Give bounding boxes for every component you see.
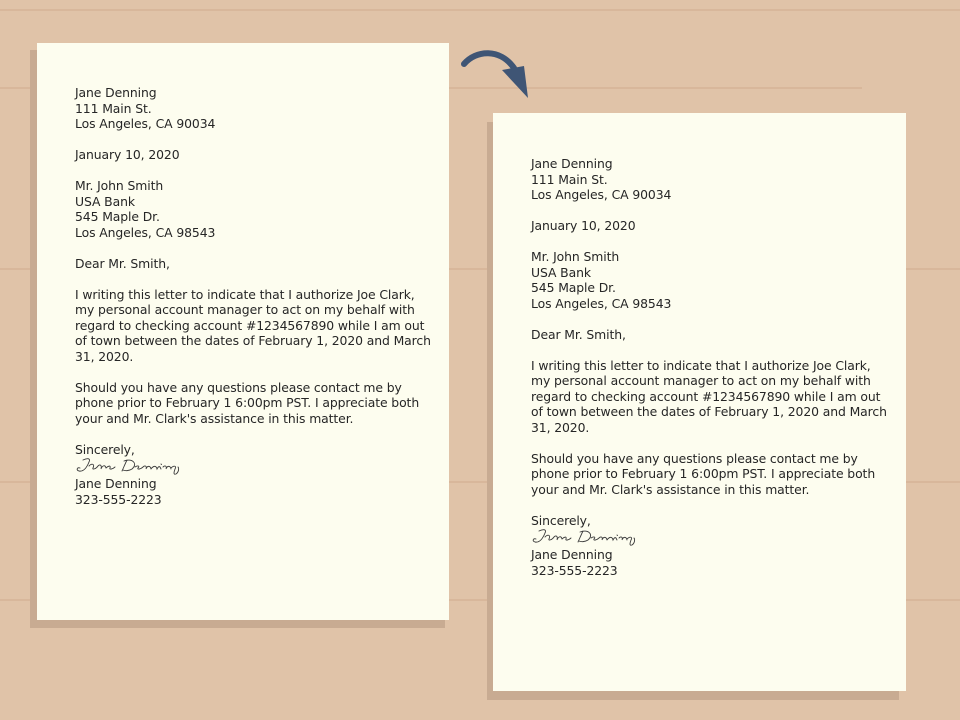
paragraph-1-line: of town between the dates of February 1, 2020 and March — [531, 404, 887, 419]
sender-name: Jane Denning — [75, 85, 157, 100]
handwritten-signature — [75, 456, 415, 476]
recipient-organization: USA Bank — [75, 193, 135, 209]
signer-name: Jane Denning — [75, 476, 157, 491]
spacer — [75, 271, 415, 287]
paragraph-2-line: phone prior to February 1 6:00pm PST. I appreciate both — [75, 395, 420, 410]
letter-date: January 10, 2020 — [531, 218, 636, 233]
paragraph-2-line: Should you have any questions please contact me by — [531, 450, 858, 466]
signer-name: Jane Denning — [531, 547, 613, 562]
spacer — [531, 342, 871, 358]
spacer — [531, 497, 871, 513]
paragraph-1-line: of town between the dates of February 1, 2020 and March — [75, 333, 431, 348]
recipient-organization: USA Bank — [531, 264, 591, 280]
spacer — [75, 240, 415, 256]
sender-address-line-2: Los Angeles, CA 90034 — [531, 187, 672, 202]
paragraph-1-line: my personal account manager to act on my behalf with — [531, 373, 871, 388]
recipient-address-line-2: Los Angeles, CA 98543 — [75, 224, 216, 240]
paragraph-1-line: my personal account manager to act on my behalf with — [75, 302, 415, 317]
paragraph-1-line: regard to checking account #1234567890 while I am out — [75, 317, 425, 333]
phone-number: 323-555-2223 — [75, 491, 162, 507]
paragraph-1-line: 31, 2020. — [531, 419, 590, 435]
spacer — [531, 234, 871, 250]
paragraph-2-line: phone prior to February 1 6:00pm PST. I appreciate both — [531, 466, 876, 481]
phone-number: 323-555-2223 — [531, 562, 618, 578]
paragraph-1-line: I writing this letter to indicate that I authorize Joe Clark, — [75, 286, 415, 302]
paragraph-2-line: your and Mr. Clark's assistance in this matter. — [531, 481, 810, 497]
paragraph-1-line: I writing this letter to indicate that I authorize Joe Clark, — [531, 357, 871, 373]
spacer — [531, 203, 871, 219]
curved-arrow-right-down-icon — [458, 42, 538, 102]
letter-date: January 10, 2020 — [75, 147, 180, 162]
paragraph-1-line: 31, 2020. — [75, 348, 134, 364]
sender-address-line-1: 111 Main St. — [531, 171, 608, 187]
sender-address-line-1: 111 Main St. — [75, 100, 152, 116]
recipient-name: Mr. John Smith — [531, 249, 620, 264]
letter-body-right — [531, 156, 887, 578]
sender-address-line-2: Los Angeles, CA 90034 — [75, 116, 216, 131]
salutation: Dear Mr. Smith, — [531, 326, 626, 342]
handwritten-signature — [531, 527, 871, 547]
sender-name: Jane Denning — [531, 156, 613, 171]
spacer — [75, 163, 415, 179]
recipient-address-line-2: Los Angeles, CA 98543 — [531, 295, 672, 311]
spacer — [531, 311, 871, 327]
recipient-address-line-1: 545 Maple Dr. — [531, 280, 616, 295]
salutation: Dear Mr. Smith, — [75, 255, 170, 271]
spacer — [75, 364, 415, 380]
paragraph-2-line: your and Mr. Clark's assistance in this matter. — [75, 410, 354, 426]
spacer — [75, 132, 415, 148]
paragraph-2-line: Should you have any questions please contact me by — [75, 379, 402, 395]
recipient-address-line-1: 545 Maple Dr. — [75, 209, 160, 224]
wood-plank-line — [0, 9, 960, 11]
letter-body-left — [75, 85, 431, 507]
closing: Sincerely, — [531, 512, 591, 528]
closing: Sincerely, — [75, 441, 135, 457]
spacer — [75, 426, 415, 442]
spacer — [531, 435, 871, 451]
recipient-name: Mr. John Smith — [75, 178, 164, 193]
paragraph-1-line: regard to checking account #1234567890 while I am out — [531, 388, 881, 404]
